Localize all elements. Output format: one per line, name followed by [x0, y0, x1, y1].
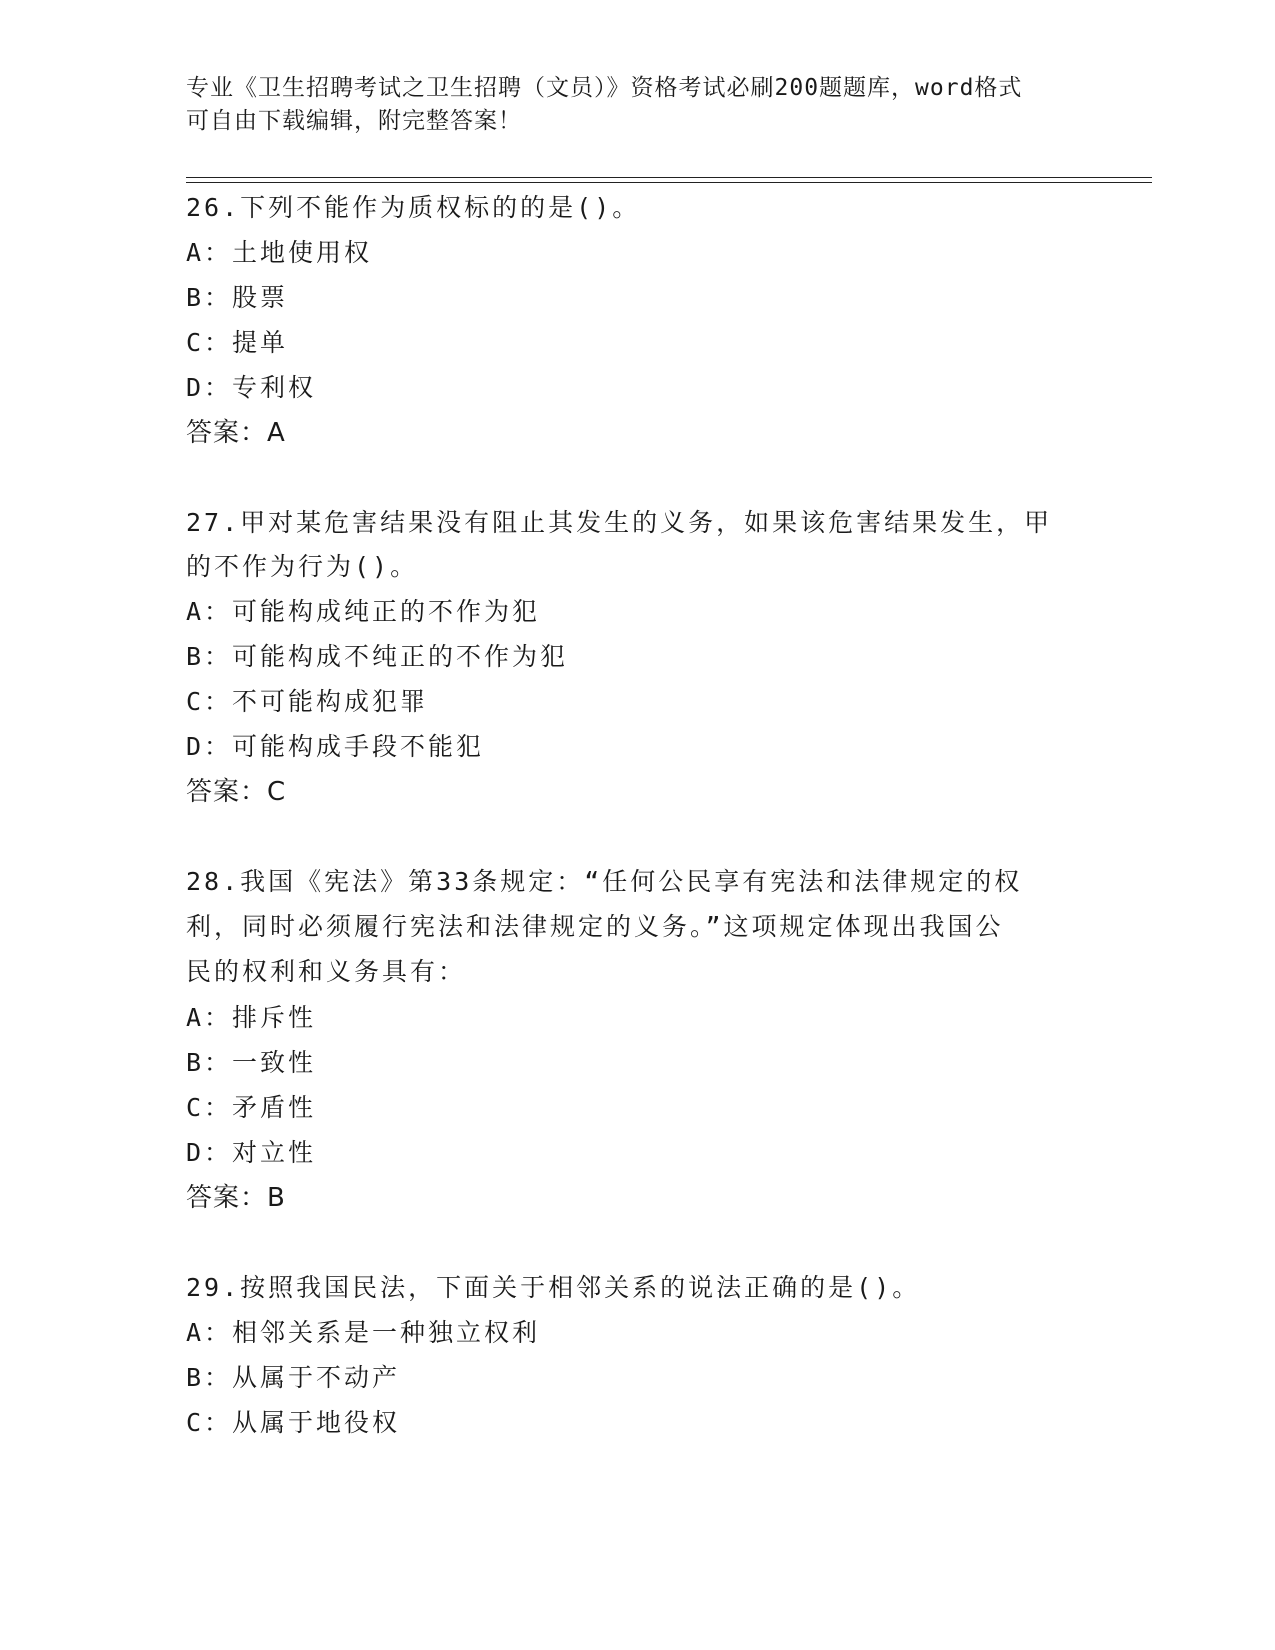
- header-divider-top: [186, 177, 1152, 178]
- question-28-answer: 答案：B: [186, 1183, 286, 1213]
- question-26-stem: 26.下列不能作为质权标的的是()。: [186, 193, 641, 222]
- header-divider-bottom: [186, 182, 1152, 183]
- question-29-stem: 29.按照我国民法，下面关于相邻关系的说法正确的是()。: [186, 1273, 921, 1302]
- header-line-2: 可自由下载编辑，附完整答案！: [186, 108, 522, 134]
- header-line-1: 专业《卫生招聘考试之卫生招聘（文员）》资格考试必刷200题题库，word格式: [186, 75, 1023, 101]
- question-28-stem-line-3: 民的权利和义务具有：: [186, 957, 467, 986]
- question-27-option-d: D：可能构成手段不能犯: [186, 732, 485, 761]
- question-29-option-b: B：从属于不动产: [186, 1363, 401, 1392]
- question-28-option-a: A：排斥性: [186, 1003, 317, 1032]
- document-header: [186, 72, 1066, 138]
- question-29-option-a: A：相邻关系是一种独立权利: [186, 1318, 541, 1347]
- question-26-option-b: B：股票: [186, 283, 289, 312]
- question-26-option-a: A：土地使用权: [186, 238, 373, 267]
- question-26-option-c: C：提单: [186, 328, 289, 357]
- question-29-option-c: C：从属于地役权: [186, 1408, 401, 1437]
- question-27-answer: 答案：C: [186, 777, 287, 807]
- question-27-stem-line-2: 的不作为行为()。: [186, 552, 419, 581]
- question-26-option-d: D：专利权: [186, 373, 317, 402]
- question-28-stem-line-2: 利，同时必须履行宪法和法律规定的义务。”这项规定体现出我国公: [186, 912, 1004, 941]
- question-27-stem-line-1: 27.甲对某危害结果没有阻止其发生的义务，如果该危害结果发生，甲: [186, 508, 1053, 537]
- question-27-option-b: B：可能构成不纯正的不作为犯: [186, 642, 569, 671]
- question-27-option-a: A：可能构成纯正的不作为犯: [186, 597, 541, 626]
- question-26-answer: 答案：A: [186, 418, 286, 448]
- question-27-option-c: C：不可能构成犯罪: [186, 687, 429, 716]
- question-28-option-d: D：对立性: [186, 1138, 317, 1167]
- question-28-option-b: B：一致性: [186, 1048, 317, 1077]
- question-28-option-c: C：矛盾性: [186, 1093, 317, 1122]
- question-28-stem-line-1: 28.我国《宪法》第33条规定：“任何公民享有宪法和法律规定的权: [186, 867, 1023, 896]
